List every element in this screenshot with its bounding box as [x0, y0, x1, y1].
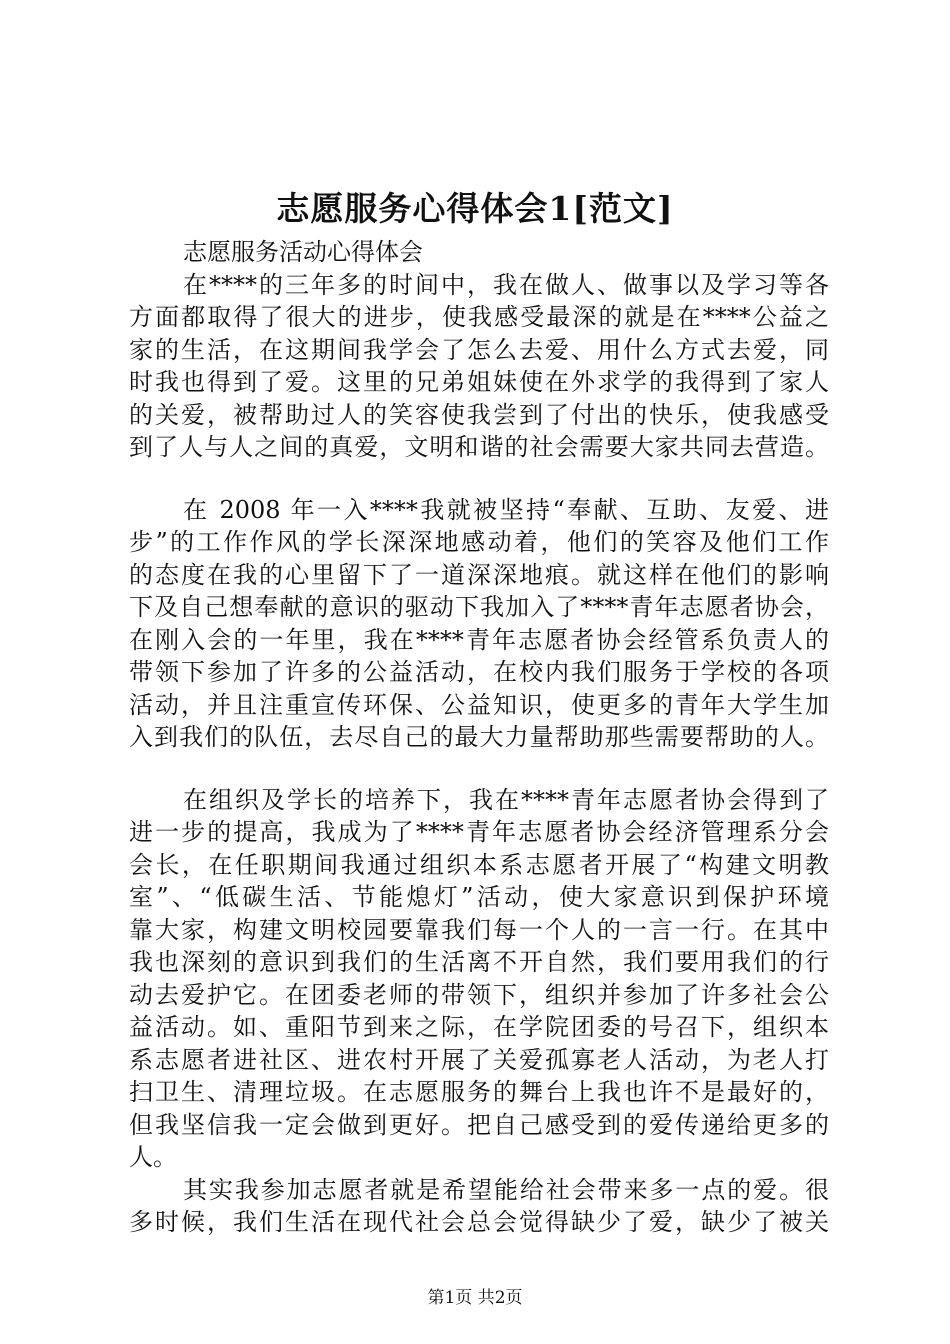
paragraph-line: 益活动。如、重阳节到来之际，在学院团委的号召下，组织本 — [129, 1013, 829, 1041]
paragraph-line: 其实我参加志愿者就是希望能给社会带来多一点的爱。很 — [183, 1175, 829, 1204]
paragraph-line: 家的生活，在这期间我学会了怎么去爱、用什么方式去爱，同 — [129, 335, 829, 364]
paragraph-line: 下及自己想奉献的意识的驱动下我加入了****青年志愿者协会， — [129, 593, 829, 621]
paragraph-line: 时我也得到了爱。这里的兄弟姐妹使在外求学的我得到了家人 — [129, 368, 829, 396]
paragraph-line: 靠大家，构建文明校园要靠我们每一个人的一言一行。在其中 — [129, 915, 829, 944]
paragraph-line: 到了人与人之间的真爱，文明和谐的社会需要大家共同去营造。 — [129, 433, 829, 461]
page-number-footer: 第1页 共2页 — [427, 1288, 523, 1308]
document-subtitle: 志愿服务活动心得体会 — [183, 238, 423, 266]
paragraph-line: 在刚入会的一年里，我在****青年志愿者协会经管系负责人的 — [129, 625, 829, 654]
paragraph-line: 的态度在我的心里留下了一道深深地痕。就这样在他们的影响 — [129, 560, 829, 589]
paragraph-line: 进一步的提高，我成为了****青年志愿者协会经济管理系分会 — [129, 818, 829, 846]
paragraph-line: 人。 — [129, 1143, 177, 1171]
paragraph-line: 室”、“低碳生活、节能熄灯”活动，使大家意识到保护环境 — [129, 883, 829, 911]
paragraph-line: 我也深刻的意识到我们的生活离不开自然，我们要用我们的行 — [129, 948, 829, 976]
paragraph-line: 活动，并且注重宣传环保、公益知识，使更多的青年大学生加 — [129, 690, 829, 719]
paragraph-line: 步”的工作作风的学长深深地感动着，他们的笑容及他们工作 — [129, 528, 829, 556]
paragraph-line: 入到我们的队伍，去尽自己的最大力量帮助那些需要帮助的人。 — [129, 723, 829, 751]
paragraph-line: 扫卫生、清理垃圾。在志愿服务的舞台上我也许不是最好的， — [129, 1078, 829, 1106]
paragraph-line: 在组织及学长的培养下，我在****青年志愿者协会得到了 — [183, 785, 829, 814]
paragraph-line: 的关爱，被帮助过人的笑容使我尝到了付出的快乐，使我感受 — [129, 400, 829, 429]
paragraph-line: 在 2008 年一入****我就被坚持“奉献、互助、友爱、进 — [183, 495, 829, 524]
paragraph-spacer — [129, 464, 829, 494]
document-title: 志愿服务心得体会1[范文] — [276, 189, 674, 228]
paragraph-line: 但我坚信我一定会做到更好。把自己感受到的爱传递给更多的 — [129, 1110, 829, 1139]
paragraph-line: 在****的三年多的时间中，我在做人、做事以及学习等各 — [183, 270, 829, 299]
paragraph-line: 方面都取得了很大的进步，使我感受最深的就是在****公益之 — [129, 303, 829, 331]
paragraph-line: 会长，在任职期间我通过组织本系志愿者开展了“构建文明教 — [129, 850, 829, 879]
document-body — [129, 236, 829, 1239]
paragraph-spacer — [129, 754, 829, 784]
paragraph-line: 带领下参加了许多的公益活动，在校内我们服务于学校的各项 — [129, 658, 829, 686]
paragraph-line: 系志愿者进社区、进农村开展了关爱孤寡老人活动，为老人打 — [129, 1045, 829, 1074]
paragraph-line: 动去爱护它。在团委老师的带领下，组织并参加了许多社会公 — [129, 980, 829, 1009]
paragraph-line: 多时候，我们生活在现代社会总会觉得缺少了爱，缺少了被关 — [129, 1208, 829, 1236]
